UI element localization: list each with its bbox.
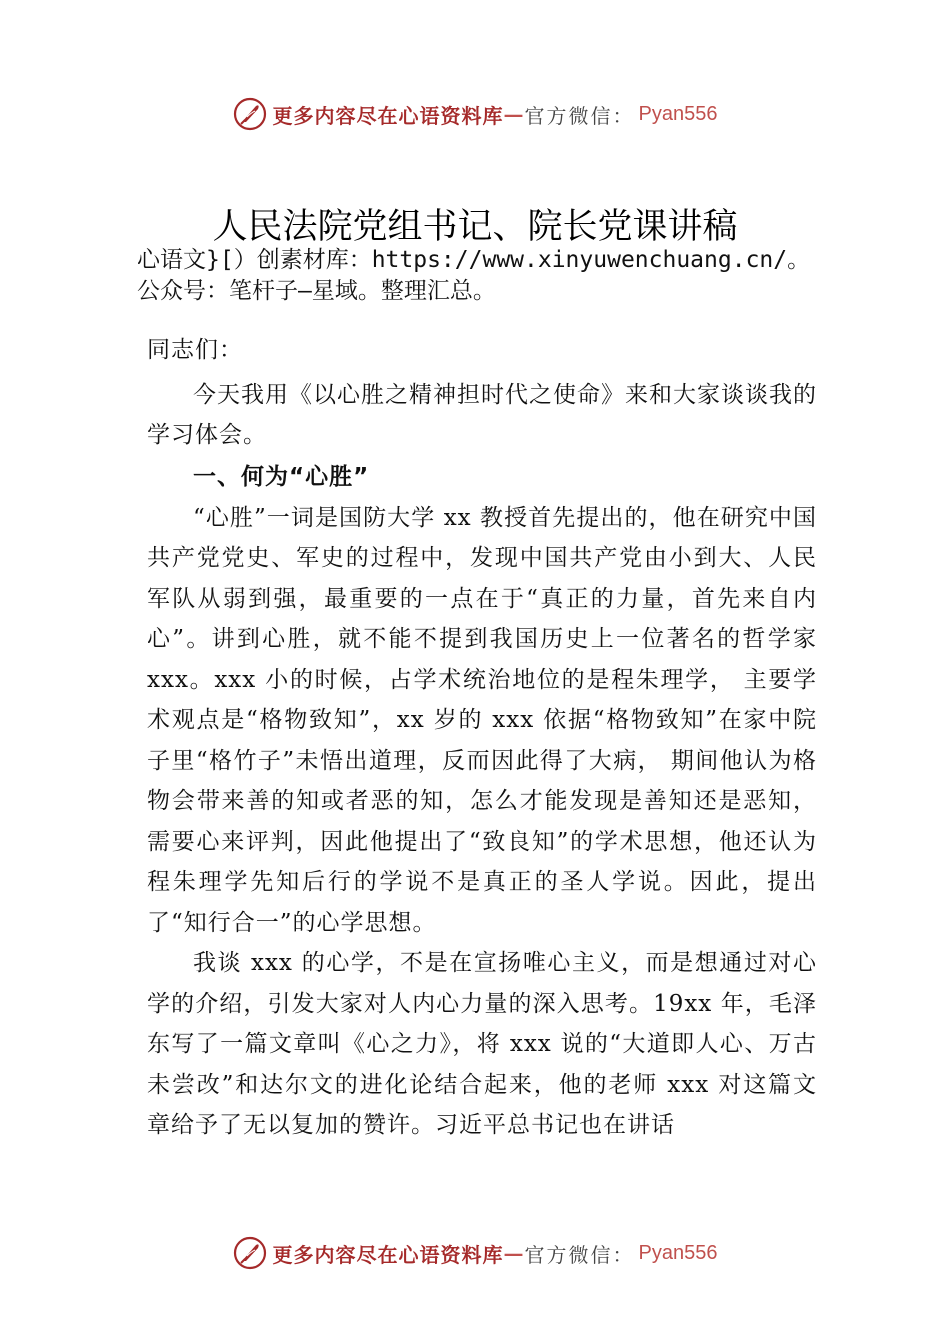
document-body xyxy=(147,330,817,1146)
source-line: 心语文}[）创素材库：https://www.xinyuwenchuang.cn/。公众号：笔杆子—星域。整理汇总。 xyxy=(137,247,811,304)
section-paragraph: “心胜”一词是国防大学 xx 教授首先提出的，他在研究中国共产党党史、军史的过程中，发现中国共产党由小到大、人民军队从弱到强，最重要的一点在于“真正的力量，首先来自内心”。讲到心胜，就不能不提到我国历史上一位著名的哲学家 xxx。xxx 小的时候，占学术统治地位的是程朱理学， 主要学术观点是“格物致知”，xx 岁的 xxx 依据“格物致知”在家中院子里“格竹子”未悟出道理，反而因此得了大病， 期间他认为格物会带来善的知或者恶的知，怎么才能发现是善知还是恶知，需要心来评判，因此他提出了“致良知”的学术思想，他还认为程朱理学先知后行的学说不是真正的圣人学说。因此，提出了“知行合一”的心学思想。 xyxy=(147,504,817,936)
section-paragraph: 我谈 xxx 的心学，不是在宣扬唯心主义，而是想通过对心学的介绍，引发大家对人内心力量的深入思考。19xx 年，毛泽东写了一篇文章叫《心之力》，将 xxx 说的“大道即人心、万古未尝改”和达尔文的进化论结合起来，他的老师 xxx 对这篇文章给予了无以复加的赞许。习近平总书记也在讲话 xyxy=(147,950,817,1138)
quill-logo-icon xyxy=(233,1236,267,1270)
banner-text-main: 更多内容尽在心语资料库 xyxy=(272,103,504,128)
section-heading: 一、何为“心胜” xyxy=(193,463,370,490)
banner-handle: Pyan556 xyxy=(638,102,718,125)
document-title: 人民法院党组书记、院长党课讲稿 xyxy=(212,207,738,247)
greeting: 同志们： xyxy=(147,337,243,363)
banner-dash: — xyxy=(503,1241,525,1265)
intro-paragraph: 今天我用《以心胜之精神担时代之使命》来和大家谈谈我的学习体会。 xyxy=(147,381,817,448)
footer-watermark-banner xyxy=(0,1233,950,1273)
banner-text-wechat: 官方微信： xyxy=(524,1242,635,1267)
quill-logo-icon xyxy=(233,97,267,131)
header-watermark-banner xyxy=(0,94,950,134)
banner-text-wechat: 官方微信： xyxy=(524,103,635,128)
banner-text-main: 更多内容尽在心语资料库 xyxy=(272,1242,504,1267)
banner-handle: Pyan556 xyxy=(638,1241,718,1264)
banner-dash: — xyxy=(503,102,525,126)
